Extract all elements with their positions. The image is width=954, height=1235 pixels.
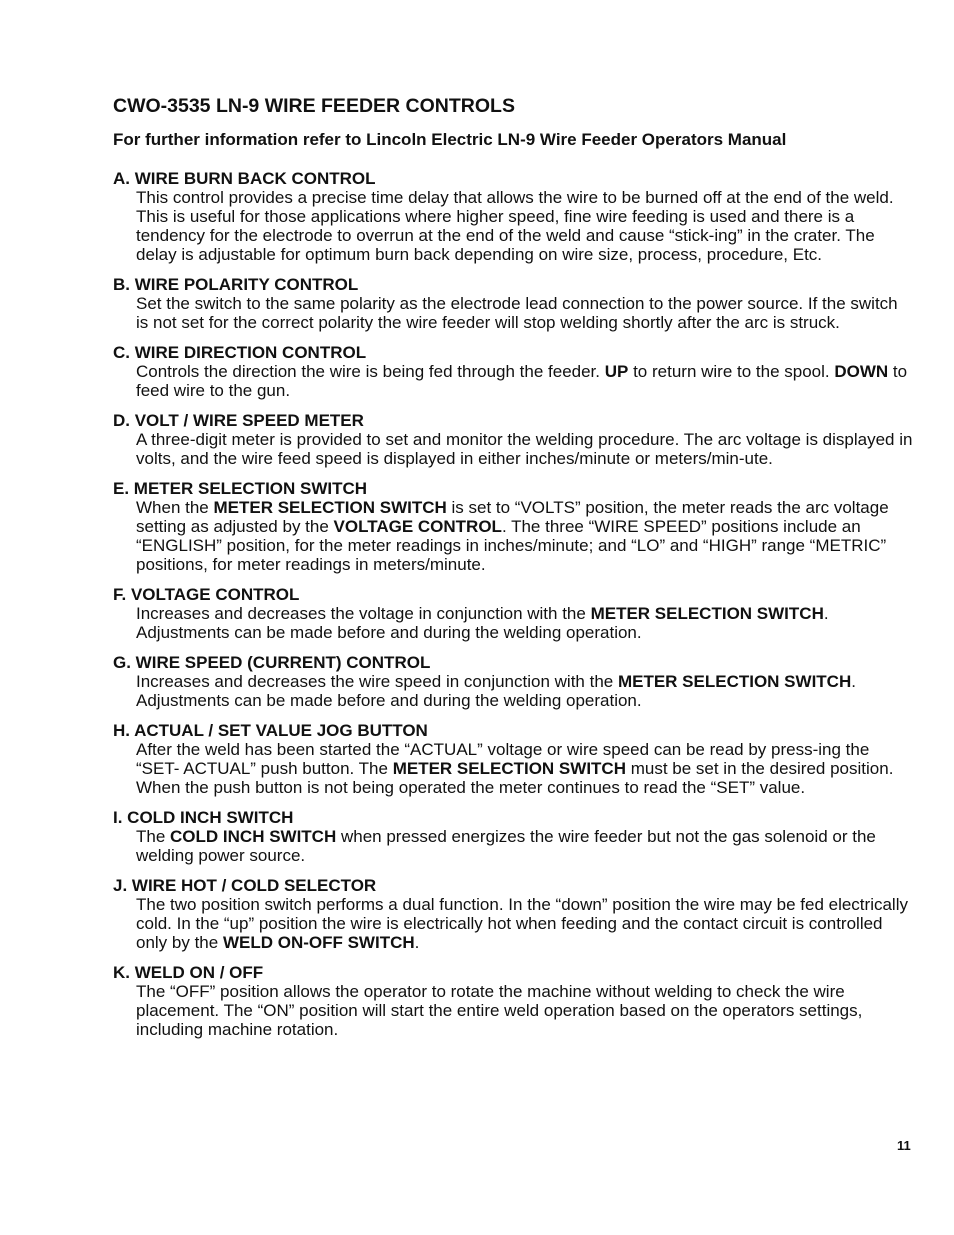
- body-text: When the: [136, 498, 214, 517]
- body-text: The “OFF” position allows the operator to rotate the machine without welding to check the wire placement. The “ON” position will start the entire weld operation based on the operators settings, including machine rotation.: [136, 982, 863, 1039]
- section-heading: F. VOLTAGE CONTROL: [113, 585, 300, 604]
- body-text: .: [414, 933, 420, 952]
- section-body: [136, 498, 913, 574]
- section-body: [136, 294, 913, 332]
- body-text: . Adjustments can be made before and during the welding operation.: [136, 604, 829, 642]
- body-text: to return wire to the spool.: [628, 362, 835, 381]
- document-subtitle: For further information refer to Lincoln Electric LN-9 Wire Feeder Operators Manual: [113, 130, 787, 149]
- body-text: A three-digit meter is provided to set and monitor the welding procedure. The arc voltage is displayed in volts, and the wire feed speed is displayed in either inches/minute or meters/min-ute.: [136, 430, 913, 468]
- page-number: 11: [897, 1138, 911, 1153]
- document-page: [113, 94, 913, 1050]
- body-text: This control provides a precise time delay that allows the wire to be burned off at the end of the weld. This is useful for those applications where higher speed, fine wire feeding is used and there is a tendency for the electrode to overrun at the end of the weld and cause “stick-ing” in the crater. The delay is adjustable for optimum burn back depending on wire size, process, procedure, Etc.: [136, 188, 894, 264]
- emphasized-term: METER SELECTION SWITCH: [617, 672, 852, 691]
- body-text: After the weld has been started the “ACTUAL” voltage or wire speed can be read by press-ing the “SET- ACTUAL” push button. The: [136, 740, 870, 778]
- control-section: [113, 479, 913, 574]
- section-body: [136, 430, 913, 468]
- section-heading: G. WIRE SPEED (CURRENT) CONTROL: [113, 653, 431, 672]
- body-text: The: [136, 827, 171, 846]
- section-heading: C. WIRE DIRECTION CONTROL: [113, 343, 367, 362]
- emphasized-term: WELD ON-OFF SWITCH: [222, 933, 415, 952]
- control-section: [113, 585, 913, 642]
- section-heading: D. VOLT / WIRE SPEED METER: [113, 411, 364, 430]
- section-heading: K. WELD ON / OFF: [113, 963, 264, 982]
- section-body: [136, 362, 913, 400]
- control-section: [113, 343, 913, 400]
- control-section: [113, 275, 913, 332]
- body-text: . The three “WIRE SPEED” positions include an “ENGLISH” position, for the meter readings in inches/minute; and “LO” and “HIGH” range “METRIC” positions, for meter readings in meters/minute.: [136, 517, 887, 574]
- section-body: [136, 604, 913, 642]
- section-body: [136, 672, 913, 710]
- body-text: The two position switch performs a dual function. In the “down” position the wire may be fed electrically cold. In the “up” position the wire is electrically hot when feeding and the contact circuit is controlled only by the: [136, 895, 908, 952]
- section-body: [136, 827, 913, 865]
- document-title: CWO-3535 LN-9 WIRE FEEDER CONTROLS: [113, 95, 515, 117]
- control-section: [113, 653, 913, 710]
- emphasized-term: METER SELECTION SWITCH: [392, 759, 626, 778]
- section-heading: A. WIRE BURN BACK CONTROL: [113, 169, 376, 188]
- body-text: Controls the direction the wire is being fed through the feeder.: [136, 362, 605, 381]
- controls-section-list: [113, 169, 913, 1039]
- control-section: [113, 169, 913, 264]
- body-text: when pressed energizes the wire feeder but not the gas solenoid or the welding power source.: [136, 827, 876, 865]
- section-heading: E. METER SELECTION SWITCH: [113, 479, 368, 498]
- section-body: [136, 188, 913, 264]
- control-section: [113, 963, 913, 1039]
- body-text: . Adjustments can be made before and during the welding operation.: [136, 672, 856, 710]
- emphasized-term: METER SELECTION SWITCH: [213, 498, 447, 517]
- section-body: [136, 895, 913, 952]
- section-heading: J. WIRE HOT / COLD SELECTOR: [113, 876, 377, 895]
- emphasized-term: UP: [604, 362, 629, 381]
- section-heading: B. WIRE POLARITY CONTROL: [113, 275, 359, 294]
- section-body: [136, 982, 913, 1039]
- section-heading: I. COLD INCH SWITCH: [113, 808, 294, 827]
- control-section: [113, 808, 913, 865]
- body-text: is set to “VOLTS” position, the meter reads the arc voltage setting as adjusted by the: [136, 498, 889, 536]
- section-heading: H. ACTUAL / SET VALUE JOG BUTTON: [113, 721, 428, 740]
- emphasized-term: METER SELECTION SWITCH: [590, 604, 824, 623]
- emphasized-term: DOWN: [834, 362, 889, 381]
- body-text: must be set in the desired position. When the push button is not being operated the meter continues to read the “SET” value.: [136, 759, 894, 797]
- body-text: to feed wire to the gun.: [136, 362, 908, 400]
- emphasized-term: COLD INCH SWITCH: [170, 827, 337, 846]
- control-section: [113, 721, 913, 797]
- emphasized-term: VOLTAGE CONTROL: [333, 517, 502, 536]
- section-body: [136, 740, 913, 797]
- body-text: Set the switch to the same polarity as the electrode lead connection to the power source. If the switch is not set for the correct polarity the wire feeder will stop welding shortly after the arc is struck.: [136, 294, 898, 332]
- control-section: [113, 876, 913, 952]
- control-section: [113, 411, 913, 468]
- body-text: Increases and decreases the wire speed in conjunction with the: [136, 672, 618, 691]
- body-text: Increases and decreases the voltage in conjunction with the: [136, 604, 591, 623]
